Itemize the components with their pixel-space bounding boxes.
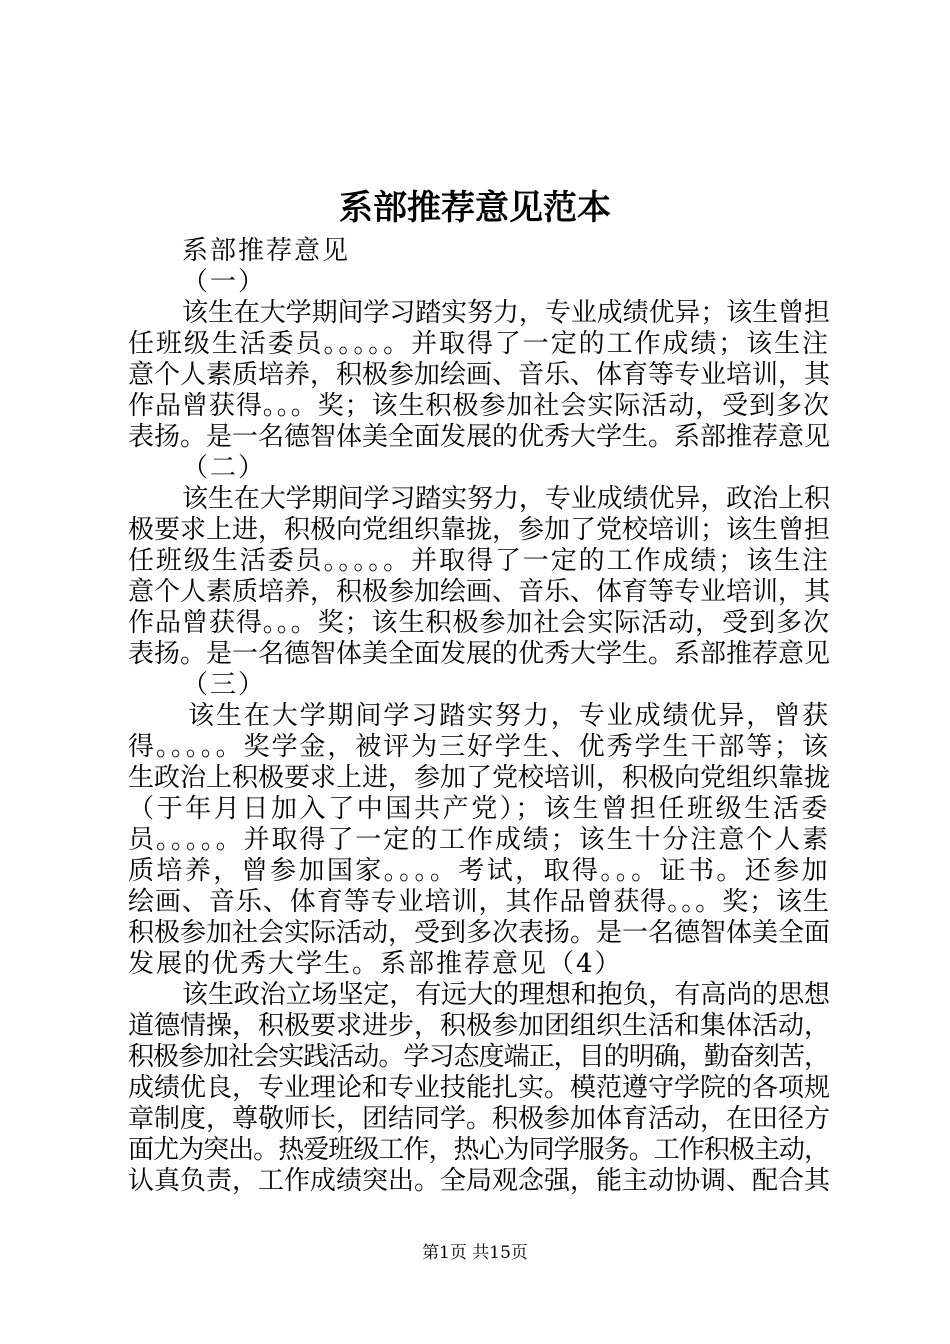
- body-text-line: 该生在大学期间学习踏实努力，专业成绩优异，政治上积: [182, 484, 830, 514]
- body-text-line: 系部推荐意见: [182, 236, 351, 266]
- page-footer: 第1页 共15页: [422, 1243, 528, 1263]
- body-text-line: 认真负责，工作成绩突出。全局观念强，能主动协调、配合其: [128, 1166, 830, 1196]
- body-text-line: 作品曾获得。。。奖；该生积极参加社会实际活动，受到多次: [128, 608, 830, 638]
- body-text-line: 任班级生活委员。。。。。并取得了一定的工作成绩；该生注: [128, 546, 830, 576]
- body-text-line: 该生政治立场坚定，有远大的理想和抱负，有高尚的思想: [182, 980, 830, 1010]
- body-text-line: 质培养，曾参加国家。。。。考试，取得。。。证书。还参加: [128, 856, 830, 886]
- body-text-line: 极要求上进，积极向党组织靠拢，参加了党校培训；该生曾担: [128, 515, 830, 545]
- body-text-line: 生政治上积极要求上进，参加了党校培训，积极向党组织靠拢: [128, 763, 830, 793]
- body-text-line: 该生在大学期间学习踏实努力，专业成绩优异；该生曾担: [182, 298, 830, 328]
- body-text-line: （于年月日加入了中国共产党）；该生曾担任班级生活委: [128, 794, 830, 824]
- body-text-line: （二）: [182, 453, 267, 483]
- body-text-line: 章制度，尊敬师长，团结同学。积极参加体育活动，在田径方: [128, 1104, 830, 1134]
- body-text-line: 积极参加社会实际活动，受到多次表扬。是一名德智体美全面: [128, 918, 830, 948]
- body-text-line: 绘画、音乐、体育等专业培训，其作品曾获得。。。奖；该生: [128, 887, 830, 917]
- body-text-line: 意个人素质培养，积极参加绘画、音乐、体育等专业培训，其: [128, 360, 830, 390]
- body-text-line: 得。。。。。奖学金，被评为三好学生、优秀学生干部等；该: [128, 732, 830, 762]
- body-text-line: 意个人素质培养，积极参加绘画、音乐、体育等专业培训，其: [128, 577, 830, 607]
- body-text-line: 表扬。是一名德智体美全面发展的优秀大学生。系部推荐意见: [128, 422, 830, 452]
- body-text-line: 积极参加社会实践活动。学习态度端正，目的明确，勤奋刻苦，: [128, 1042, 830, 1072]
- body-text-line: 道德情操，积极要求进步，积极参加团组织生活和集体活动，: [128, 1011, 830, 1041]
- body-text-line: （一）: [182, 267, 267, 297]
- body-text-line: 表扬。是一名德智体美全面发展的优秀大学生。系部推荐意见: [128, 639, 830, 669]
- body-text-line: 发展的优秀大学生。系部推荐意见（4）: [128, 949, 623, 979]
- body-text-line: 任班级生活委员。。。。。并取得了一定的工作成绩；该生注: [128, 329, 830, 359]
- body-text-line: 该生在大学期间学习踏实努力，专业成绩优异，曾获: [188, 701, 830, 731]
- body-text-line: 作品曾获得。。。奖；该生积极参加社会实际活动，受到多次: [128, 391, 830, 421]
- body-text-line: 面尤为突出。热爱班级工作，热心为同学服务。工作积极主动，: [128, 1135, 830, 1165]
- document-title: 系部推荐意见范本: [339, 188, 611, 228]
- body-text-line: 员。。。。。并取得了一定的工作成绩；该生十分注意个人素: [128, 825, 830, 855]
- document-body: [128, 236, 830, 1197]
- body-text-line: （三）: [182, 670, 267, 700]
- body-text-line: 成绩优良，专业理论和专业技能扎实。模范遵守学院的各项规: [128, 1073, 830, 1103]
